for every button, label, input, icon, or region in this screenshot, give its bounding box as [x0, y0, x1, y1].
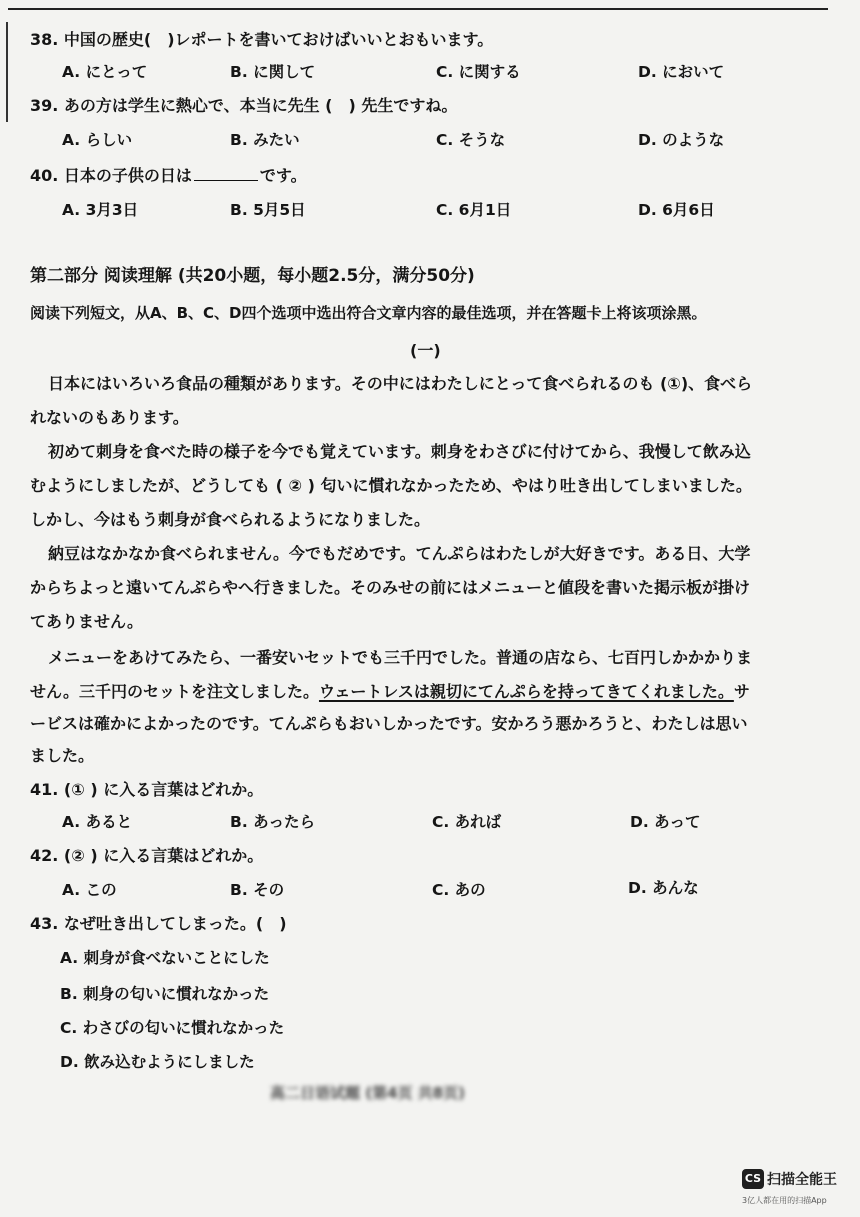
- q38-option-b: B. に関して: [230, 63, 316, 81]
- q43-option-a: A. 刺身が食べないことにした: [60, 949, 270, 967]
- camscanner-logo-icon: CS: [742, 1169, 764, 1189]
- q42-option-d: D. あんな: [628, 879, 699, 897]
- passage-p3-line1: 納豆はなかなか食べられません。今でもだめです。てんぷらはわたしが大好きです。ある日、大学: [48, 544, 751, 563]
- q39-option-a: A. らしい: [62, 131, 133, 149]
- passage-p2-line2: むようにしましたが、どうしても ( ② ) 匂いに慣れなかったため、やはり吐き出してしまいました。: [30, 476, 752, 495]
- watermark-name: 扫描全能王: [767, 1171, 837, 1188]
- left-edge-mark: [6, 22, 8, 122]
- section-instruction: 阅读下列短文，从A、B、C、D四个选项中选出符合文章内容的最佳选项，并在答题卡上将该项涂黑。: [30, 304, 707, 322]
- page-footer: 高二日语试题 (第4页 共8页): [270, 1084, 466, 1102]
- q40-option-b: B. 5月5日: [230, 201, 306, 219]
- q42-option-c: C. あの: [432, 881, 486, 899]
- passage-p1-line1: 日本にはいろいろ食品の種類があります。その中にはわたしにとって食べられるのも (①)、食べら: [48, 374, 753, 393]
- q38-option-d: D. において: [638, 63, 725, 81]
- watermark-tagline: 3亿人都在用的扫描App: [742, 1196, 827, 1205]
- q40-option-c: C. 6月1日: [436, 201, 512, 219]
- q41-option-d: D. あって: [630, 813, 701, 831]
- q39-option-d: D. のような: [638, 131, 725, 149]
- q38-stem: 38. 中国の歴史( )レポートを書いておけばいいとおもいます。: [30, 30, 494, 49]
- q42-option-b: B. その: [230, 881, 285, 899]
- passage-p3-line3: てありません。: [30, 612, 143, 631]
- passage-p4-line1: メニューをあけてみたら、一番安いセットでも三千円でした。普通の店なら、七百円しかかかりま: [48, 648, 753, 667]
- q43-stem: 43. なぜ吐き出してしまった。( ): [30, 914, 287, 933]
- q40-stem: [30, 166, 307, 186]
- passage-p4-line2: [30, 682, 750, 702]
- q40-option-a: A. 3月3日: [62, 201, 139, 219]
- q41-option-c: C. あれば: [432, 813, 502, 831]
- q40-stem-after: です。: [259, 166, 307, 185]
- q41-option-b: B. あったら: [230, 813, 315, 831]
- q41-option-a: A. あると: [62, 813, 133, 831]
- passage-p1-line2: れないのもあります。: [30, 408, 189, 427]
- q39-stem: 39. あの方は学生に熱心で、本当に先生 ( ) 先生ですね。: [30, 96, 458, 115]
- q43-option-c: C. わさびの匂いに慣れなかった: [60, 1019, 285, 1037]
- section-title: 第二部分 阅读理解 (共20小题，每小题2.5分，满分50分): [30, 266, 475, 286]
- q41-stem: 41. (① ) に入る言葉はどれか。: [30, 780, 264, 799]
- passage-p4-line3: ービスは確かによかったのです。てんぷらもおいしかったです。安かろう悪かろうと、わたしは思い: [30, 714, 748, 733]
- passage-number: (一): [410, 341, 441, 360]
- q39-option-c: C. そうな: [436, 131, 506, 149]
- q39-option-b: B. みたい: [230, 131, 300, 149]
- passage-p4-line4: ました。: [30, 746, 95, 765]
- passage-p3-line2: からちよっと遠いてんぷらやへ行きました。そのみせの前にはメニューと値段を書いた掲示板が掛け: [30, 578, 751, 597]
- q42-option-a: A. この: [62, 881, 117, 899]
- passage-p2-line1: 初めて刺身を食べた時の様子を今でも覚えています。刺身をわさびに付けてから、我慢して飲み込: [48, 442, 751, 461]
- passage-p2-line3: しかし、今はもう刺身が食べられるようになりました。: [30, 510, 431, 529]
- top-border: [8, 8, 828, 10]
- q40-blank: [194, 166, 258, 181]
- q43-option-b: B. 刺身の匂いに慣れなかった: [60, 985, 270, 1003]
- q40-stem-before: 40. 日本の子供の日は: [30, 166, 192, 185]
- passage-p4-line2-start: せん。三千円のセットを注文しました。: [30, 682, 319, 701]
- passage-p4-line2-end: サ: [733, 682, 750, 701]
- q43-option-d: D. 飲み込むようにしました: [60, 1053, 255, 1071]
- q38-option-a: A. にとって: [62, 63, 148, 81]
- scanner-watermark: [742, 1168, 837, 1189]
- underlined-sentence: ウェートレスは親切にてんぷらを持ってきてくれました。: [318, 682, 734, 701]
- q42-stem: 42. (② ) に入る言葉はどれか。: [30, 846, 264, 865]
- q38-option-c: C. に関する: [436, 63, 521, 81]
- q40-option-d: D. 6月6日: [638, 201, 715, 219]
